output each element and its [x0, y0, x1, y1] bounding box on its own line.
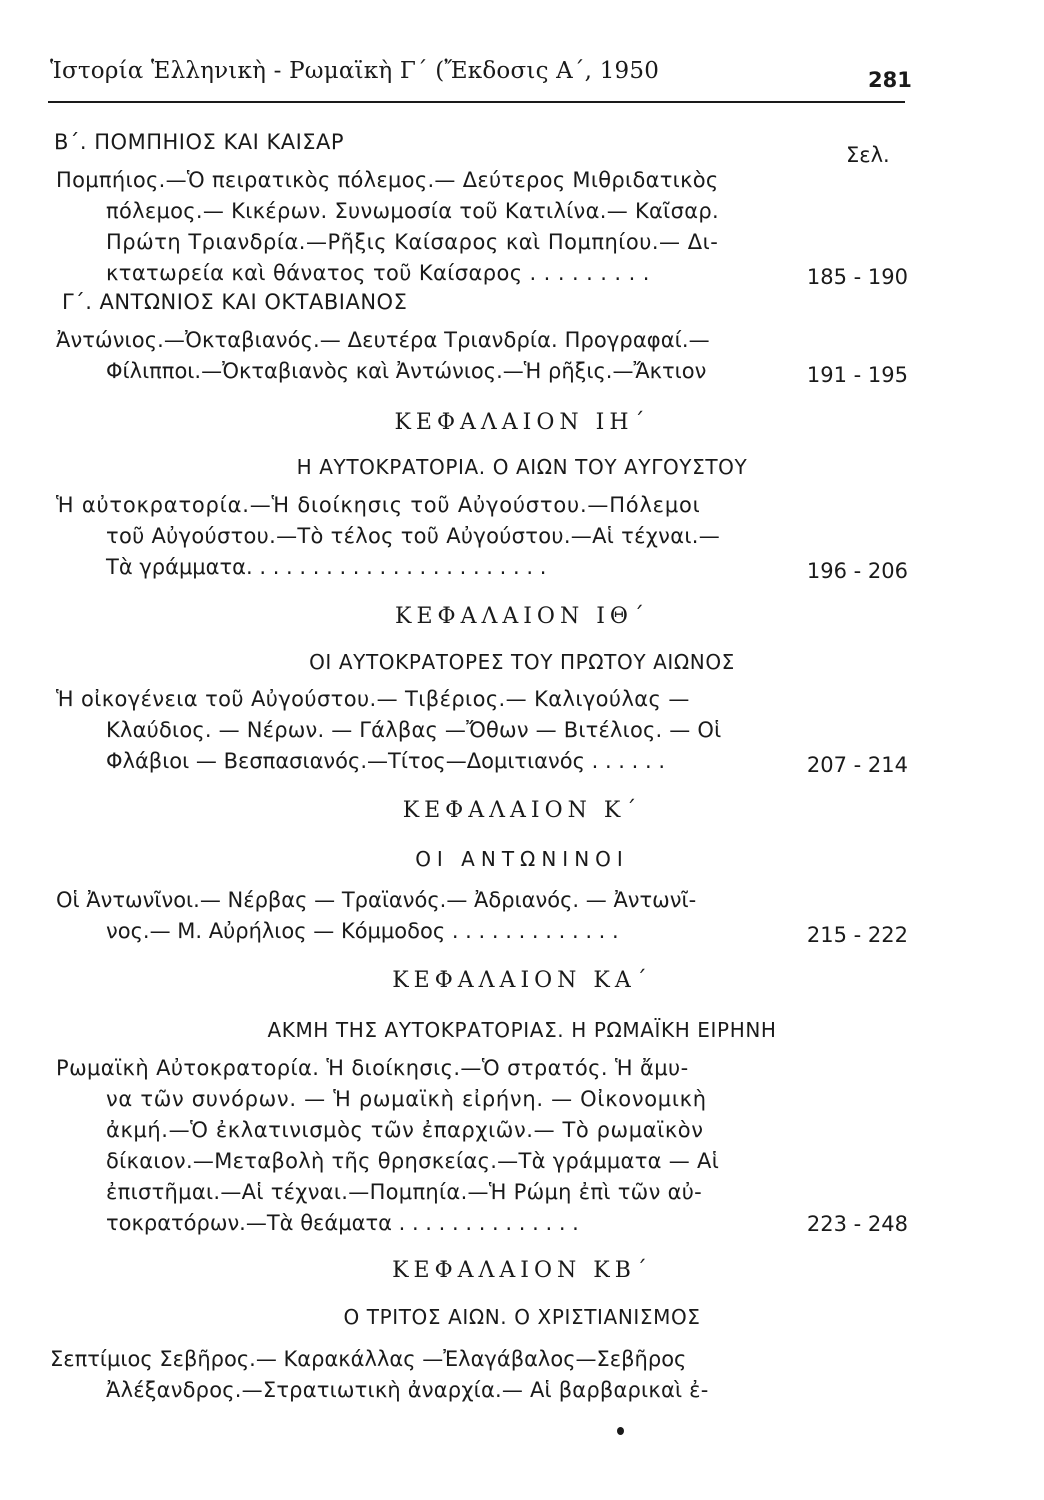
chapter-subtitle: Η ΑΥΤΟΚΡΑΤΟΡΙΑ. Ο ΑΙΩΝ ΤΟΥ ΑΥΓΟΥΣΤΟΥ [296, 455, 748, 479]
chapter-title: ΚΕΦΑΛΑΙΟΝ ΚΒ΄ [392, 1258, 652, 1283]
section-heading: Γ΄. ΑΝΤΩΝΙΟΣ ΚΑΙ ΟΚΤΑΒΙΑΝΟΣ [62, 290, 408, 314]
page-range: 196 - 206 [806, 559, 908, 583]
entry-line: Ἀλέξανδρος.—Στρατιωτικὴ ἀναρχία.— Αἱ βαρβαρικαὶ ἐ- [106, 1378, 709, 1402]
chapter-title: ΚΕΦΑΛΑΙΟΝ ΙΘ΄ [395, 604, 649, 629]
entry-line: νος.— Μ. Αὐρήλιος — Κόμμοδος . . . . . . . . . . . . . [106, 919, 619, 943]
entry-line: ἀκμή.—Ὁ ἐκλατινισμὸς τῶν ἐπαρχιῶν.— Τὸ ρωμαϊκὸν [106, 1118, 704, 1142]
header-rule [48, 101, 905, 103]
page-range: 191 - 195 [806, 363, 908, 387]
entry-line: Πρώτη Τριανδρία.—Ρῆξις Καίσαρος καὶ Πομπηίου.— Δι- [106, 230, 719, 254]
chapter-title: ΚΕΦΑΛΑΙΟΝ Κ΄ [402, 798, 642, 823]
chapter-title: ΚΕΦΑΛΑΙΟΝ ΙΗ΄ [394, 410, 650, 435]
chapter-subtitle: ΑΚΜΗ ΤΗΣ ΑΥΤΟΚΡΑΤΟΡΙΑΣ. Η ΡΩΜΑΪΚΗ ΕΙΡΗΝΗ [267, 1018, 777, 1042]
entry-line: πόλεμος.— Κικέρων. Συνωμοσία τοῦ Κατιλίνα.— Καῖσαρ. [106, 199, 719, 223]
entry-line: Πομπήιος.—Ὁ πειρατικὸς πόλεμος.— Δεύτερος Μιθριδατικὸς [56, 168, 719, 192]
entry-line: Ἀντώνιος.—Ὀκταβιανός.— Δευτέρα Τριανδρία. Προγραφαί.— [56, 328, 710, 352]
entry-line: Κλαύδιος. — Νέρων. — Γάλβας —Ὄθων — Βιτέλιος. — Οἱ [106, 718, 722, 742]
entry-line: Σεπτίμιος Σεβῆρος.— Καρακάλλας —Ἐλαγάβαλος—Σεβῆρος [50, 1347, 687, 1371]
entry-line: ἐπιστῆμαι.—Αἱ τέχναι.—Πομπηία.—Ἡ Ρώμη ἐπὶ τῶν αὐ- [106, 1180, 703, 1204]
page-range: 215 - 222 [806, 923, 908, 947]
entry-line: Φίλιπποι.—Ὀκταβιανὸς καὶ Ἀντώνιος.—Ἡ ρῆξις.—Ἄκτιον [106, 359, 707, 383]
entry-line: τοῦ Αὐγούστου.—Τὸ τέλος τοῦ Αὐγούστου.—Αἱ τέχναι.— [106, 524, 721, 548]
chapter-subtitle: ΟΙ ΑΥΤΟΚΡΑΤΟΡΕΣ ΤΟΥ ΠΡΩΤΟΥ ΑΙΩΝΟΣ [309, 650, 735, 674]
entry-line: Ρωμαϊκὴ Αὐτοκρατορία. Ἡ διοίκησις.—Ὁ στρατός. Ἡ ἄμυ- [56, 1056, 689, 1080]
running-header-title: Ἱστορία Ἑλληνικὴ - Ρωμαϊκὴ Γ΄ (Ἔκδοσις Α΄, 1950 [50, 58, 660, 84]
entry-line: να τῶν συνόρων. — Ἡ ρωμαϊκὴ εἰρήνη. — Οἰκονομικὴ [106, 1087, 707, 1111]
chapter-title: ΚΕΦΑΛΑΙΟΝ ΚΑ΄ [392, 968, 652, 993]
entry-line: δίκαιον.—Μεταβολὴ τῆς θρησκείας.—Τὰ γράμματα — Αἱ [106, 1149, 720, 1173]
entry-line: Ἡ αὐτοκρατορία.—Ἡ διοίκησις τοῦ Αὐγούστου.—Πόλεμοι [56, 493, 701, 517]
chapter-subtitle: ΟΙ ΑΝΤΩΝΙΝΟΙ [415, 847, 629, 871]
page-number: 281 [868, 68, 912, 92]
page-range: 185 - 190 [806, 265, 908, 289]
entry-line: Οἱ Ἀντωνῖνοι.— Νέρβας — Τραϊανός.— Ἀδριανός. — Ἀντωνῖ- [56, 888, 697, 912]
entry-line: Ἡ οἰκογένεια τοῦ Αὐγούστου.— Τιβέριος.— Καλιγούλας — [56, 687, 690, 711]
entry-line: κτατωρεία καὶ θάνατος τοῦ Καίσαρος . . . . . . . . . [106, 261, 650, 285]
ink-dot [617, 1427, 624, 1435]
chapter-subtitle: Ο ΤΡΙΤΟΣ ΑΙΩΝ. Ο ΧΡΙΣΤΙΑΝΙΣΜΟΣ [343, 1305, 701, 1329]
entry-line: Φλάβιοι — Βεσπασιανός.—Τίτος—Δομιτιανός . . . . . . [106, 749, 666, 773]
entry-line: τοκρατόρων.—Τὰ θεάματα . . . . . . . . . . . . . . [106, 1211, 579, 1235]
page-column-label: Σελ. [846, 143, 890, 167]
page-range: 207 - 214 [806, 753, 908, 777]
entry-line: Τὰ γράμματα. . . . . . . . . . . . . . . . . . . . . . . [106, 555, 547, 579]
page-range: 223 - 248 [806, 1212, 908, 1236]
section-heading: Β΄. ΠΟΜΠΗΙΟΣ ΚΑΙ ΚΑΙΣΑΡ [54, 130, 345, 154]
